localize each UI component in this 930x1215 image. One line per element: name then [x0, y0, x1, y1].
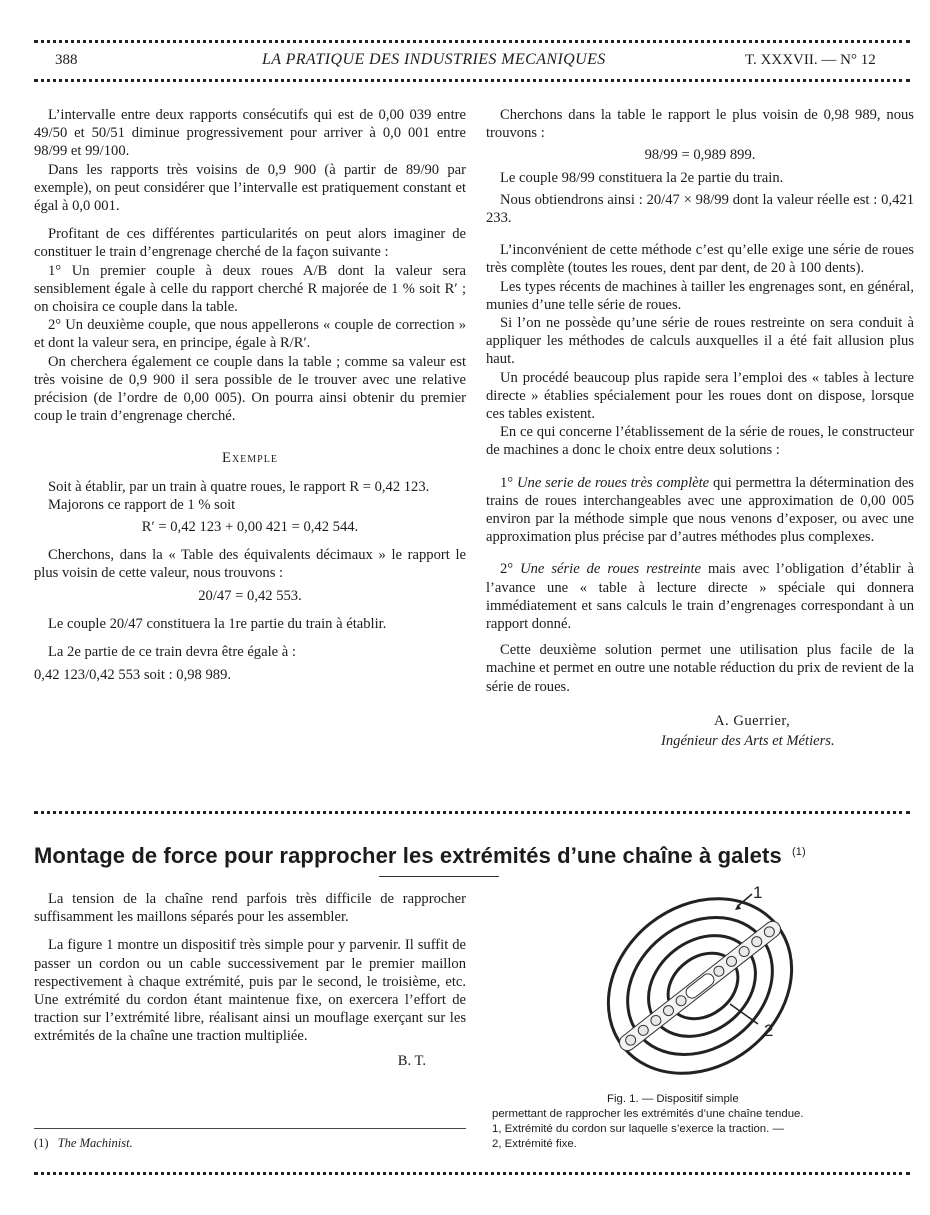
caption-line: 2, Extrémité fixe. [492, 1138, 577, 1150]
paragraph: La figure 1 montre un dispositif très simple pour y parvenir. Il suffit de passer un cordon ou un cable successivement par le premier maillon respectivement à chaque extrémité, puis par le second, le troisième, etc. Une extrémité du cordon étant maintenue fixe, on exercera l’effort de traction sur l’extrémité libre, réalisant ainsi un mouflage exerçant sur les extrémités de la chaîne une traction multipliée. [34, 937, 466, 1045]
header-bottom-rule [34, 79, 910, 82]
figure-1 [590, 886, 810, 1086]
figure-label-2: 2 [764, 1021, 774, 1040]
paragraph: Profitant de ces différentes particularités on peut alors imaginer de constituer le train d’engrenage cherché de la façon suivante : [34, 226, 466, 261]
header-top-rule [34, 40, 910, 43]
paragraph: Soit à établir, par un train à quatre roues, le rapport R = 0,42 123. [48, 478, 430, 495]
emphasis: Une série de roues restreinte [520, 561, 702, 578]
list-number: 2° [500, 561, 521, 578]
equation: 20/47 = 0,42 553. [198, 587, 302, 604]
paragraph: 1° Un premier couple à deux roues A/B dont la valeur sera sensiblement égale à celle du rapport cherché R majorée de 1 % soit R′ ; on choisira ce couple dans la table. [34, 262, 466, 316]
paragraph: Cherchons dans la table le rapport le plus voisin de 0,98 989, nous trouvons : [486, 107, 914, 142]
figure-label-1: 1 [753, 886, 763, 902]
paragraph: Nous obtiendrons ainsi : 20/47 × 98/99 dont la valeur réelle est : 0,421 233. [486, 191, 914, 227]
caption-line: permettant de rapprocher les extrémités d’une chaîne tendue. [492, 1108, 804, 1120]
journal-title: LA PRATIQUE DES INDUSTRIES MECANIQUES [262, 51, 606, 68]
paragraph: Cherchons, dans la « Table des équivalents décimaux » le rapport le plus voisin de cette valeur, nous trouvons : [34, 547, 466, 582]
author-title: Ingénieur des Arts et Métiers. [661, 733, 835, 750]
paragraph: Dans les rapports très voisins de 0,9 900 (à partir de 89/90 par exemple), on peut considérer que l’intervalle est pratiquement constant et égal à 0,0 001. [34, 161, 466, 215]
paragraph: Si l’on ne possède qu’une série de roues restreinte on sera conduit à appliquer les méthodes de calculs auxquelles il a été fait allusion plus haut. [486, 315, 914, 368]
paragraph-text: mais avec l’obligation d’établir à l’avance une « table à lecture directe » spéciale qui donnera immédiatement et sans calculs le train d’engrenages correspondant à un rapport donné. [486, 561, 914, 633]
paragraph: On cherchera également ce couple dans la table ; comme sa valeur est très voisine de 0,9 900 il sera possible de le trouver avec une relative précision (de l’ordre de 0,00 005). On pourra ainsi obtenir du premier coup le train d’engrenage cherché. [34, 353, 466, 425]
title-footnote-mark: (1) [792, 845, 806, 858]
example-heading: Exemple [222, 450, 278, 467]
article2-title [34, 843, 806, 869]
paragraph [486, 474, 914, 547]
title-underline [379, 876, 499, 877]
paragraph: La tension de la chaîne rend parfois très difficile de rapprocher suffisamment les maillons séparés pour les assembler. [34, 891, 466, 926]
list-number: 1° [500, 474, 517, 491]
author-name-text: A. Guerrier, [714, 712, 791, 729]
paragraph: 2° Un deuxième couple, que nous appellerons « couple de correction » et dont la valeur sera, en principe, égale à R/R′. [34, 317, 466, 352]
paragraph: L’inconvénient de cette méthode c’est qu’elle exige une série de roues très complète (toutes les roues, dent par dent, de 20 à 100 dents). [486, 242, 914, 277]
chain-illustration [590, 886, 810, 1086]
article1-right-column [486, 106, 914, 750]
footnote-rule [34, 1128, 466, 1129]
footnote-mark: (1) [34, 1136, 49, 1150]
footnote [34, 1136, 133, 1151]
article2-title-text: Montage de force pour rapprocher les extrémités d’une chaîne à galets [34, 843, 782, 868]
equation: 98/99 = 0,989 899. [644, 147, 756, 164]
paragraph: En ce qui concerne l’établissement de la série de roues, le constructeur de machines a donc le choix entre deux solutions : [486, 424, 914, 459]
caption-line: Fig. 1. — Dispositif simple [607, 1093, 739, 1105]
paragraph: Le couple 20/47 constituera la 1re partie du train à établir. [48, 615, 387, 632]
paragraph: La 2e partie de ce train devra être égale à : [48, 644, 296, 661]
paragraph: Le couple 98/99 constituera la 2e partie du train. [500, 169, 784, 186]
caption-line: 1, Extrémité du cordon sur laquelle s’exerce la traction. — [492, 1123, 784, 1135]
article-separator [34, 811, 910, 814]
page-number: 388 [55, 52, 78, 68]
equation: R′ = 0,42 123 + 0,00 421 = 0,42 544. [141, 519, 359, 536]
paragraph: Cette deuxième solution permet une utilisation plus facile de la machine et permet en outre une notable réduction du prix de revient de la série de roues. [486, 642, 914, 695]
figure-caption [492, 1092, 910, 1152]
paragraph: Majorons ce rapport de 1 % soit [48, 496, 236, 513]
paragraph: L’intervalle entre deux rapports consécutifs qui est de 0,00 039 entre 49/50 et 50/51 diminue progressivement pour arriver à 0,0 001 entre 98/99 et 99/100. [34, 107, 466, 160]
article2-signature: B. T. [397, 1052, 426, 1069]
paragraph: Les types récents de machines à tailler les engrenages sont, en général, munies d’une telle série de roues. [486, 278, 914, 313]
paragraph-text: qui permettra la détermination des trains de roues interchangeables avec une approximation de 0,00 005 environ par la méthode simple que nous venons d’exposer, ou avec une approximation plus précise par d’autres méthodes plus complexes. [486, 474, 914, 546]
article2-text-column [34, 890, 466, 1070]
paragraph: 0,42 123/0,42 553 soit : 0,98 989. [34, 667, 232, 684]
author-name [486, 712, 914, 730]
page-bottom-rule [34, 1172, 910, 1175]
paragraph [486, 560, 914, 633]
footnote-text: The Machinist. [57, 1136, 133, 1150]
issue-number: T. XXXVII. — N° 12 [745, 52, 876, 68]
emphasis: Une serie de roues très complète [516, 474, 710, 491]
article1-left-column [34, 106, 466, 684]
paragraph: Un procédé beaucoup plus rapide sera l’emploi des « tables à lecture directe » établies spécialement pour les roues dont on dispose, lorsque ces tables existent. [486, 369, 914, 423]
